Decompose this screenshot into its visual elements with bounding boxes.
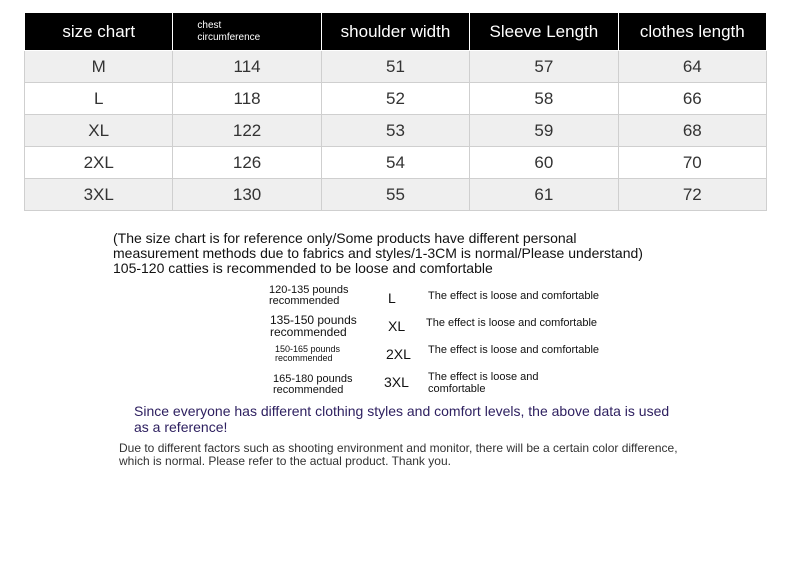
- cell-chest: 130: [173, 179, 321, 211]
- cell-length: 66: [618, 83, 766, 115]
- cell-sleeve: 58: [470, 83, 618, 115]
- rec-weight: 150-165 pounds recommended: [275, 344, 341, 363]
- rec-weight: 120-135 pounds recommended: [269, 284, 349, 307]
- size-chart-table: [24, 12, 767, 211]
- cell-sleeve: 61: [470, 179, 618, 211]
- cell-size: XL: [25, 115, 173, 147]
- cell-chest: 114: [173, 51, 321, 83]
- cell-shoulder: 55: [321, 179, 469, 211]
- color-difference-note: Due to different factors such as shooting environment and monitor, there will be a certain color difference, which is normal. Please refer to the actual product. Thank you.: [119, 441, 678, 468]
- cell-length: 70: [618, 147, 766, 179]
- rec-effect: The effect is loose and comfortable: [428, 371, 539, 395]
- cell-length: 64: [618, 51, 766, 83]
- header-length: clothes length: [618, 13, 766, 51]
- header-size: size chart: [25, 13, 173, 51]
- cell-size: 2XL: [25, 147, 173, 179]
- cell-shoulder: 52: [321, 83, 469, 115]
- cell-chest: 122: [173, 115, 321, 147]
- comfort-note: Since everyone has different clothing styles and comfort levels, the above data is used as a reference!: [134, 403, 670, 435]
- cell-shoulder: 51: [321, 51, 469, 83]
- cell-length: 72: [618, 179, 766, 211]
- cell-length: 68: [618, 115, 766, 147]
- cell-shoulder: 54: [321, 147, 469, 179]
- rec-effect: The effect is loose and comfortable: [428, 344, 600, 356]
- reference-note: (The size chart is for reference only/Some products have different personal measurement methods due to fabrics and styles/1-3CM is normal/Please understand) 105-120 catties is recommended to be loose and comfortable: [113, 230, 643, 276]
- table-row: [25, 115, 767, 147]
- rec-size: 3XL: [384, 374, 409, 390]
- rec-size: L: [388, 290, 396, 306]
- cell-sleeve: 59: [470, 115, 618, 147]
- rec-weight: 135-150 pounds recommended: [270, 313, 357, 339]
- header-sleeve: Sleeve Length: [470, 13, 618, 51]
- cell-size: L: [25, 83, 173, 115]
- header-shoulder: shoulder width: [321, 13, 469, 51]
- rec-size: 2XL: [386, 346, 411, 362]
- header-chest: [173, 13, 321, 51]
- cell-size: M: [25, 51, 173, 83]
- cell-chest: 118: [173, 83, 321, 115]
- rec-effect: The effect is loose and comfortable: [428, 290, 600, 302]
- cell-sleeve: 57: [470, 51, 618, 83]
- cell-sleeve: 60: [470, 147, 618, 179]
- rec-weight: 165-180 pounds recommended: [273, 373, 353, 396]
- cell-chest: 126: [173, 147, 321, 179]
- cell-shoulder: 53: [321, 115, 469, 147]
- table-header-row: [25, 13, 767, 51]
- header-chest-label: chest circumference: [197, 19, 261, 43]
- rec-effect: The effect is loose and comfortable: [426, 317, 598, 329]
- rec-size: XL: [388, 318, 406, 334]
- table-row: [25, 147, 767, 179]
- table-row: [25, 83, 767, 115]
- cell-size: 3XL: [25, 179, 173, 211]
- table-row: [25, 179, 767, 211]
- table-row: [25, 51, 767, 83]
